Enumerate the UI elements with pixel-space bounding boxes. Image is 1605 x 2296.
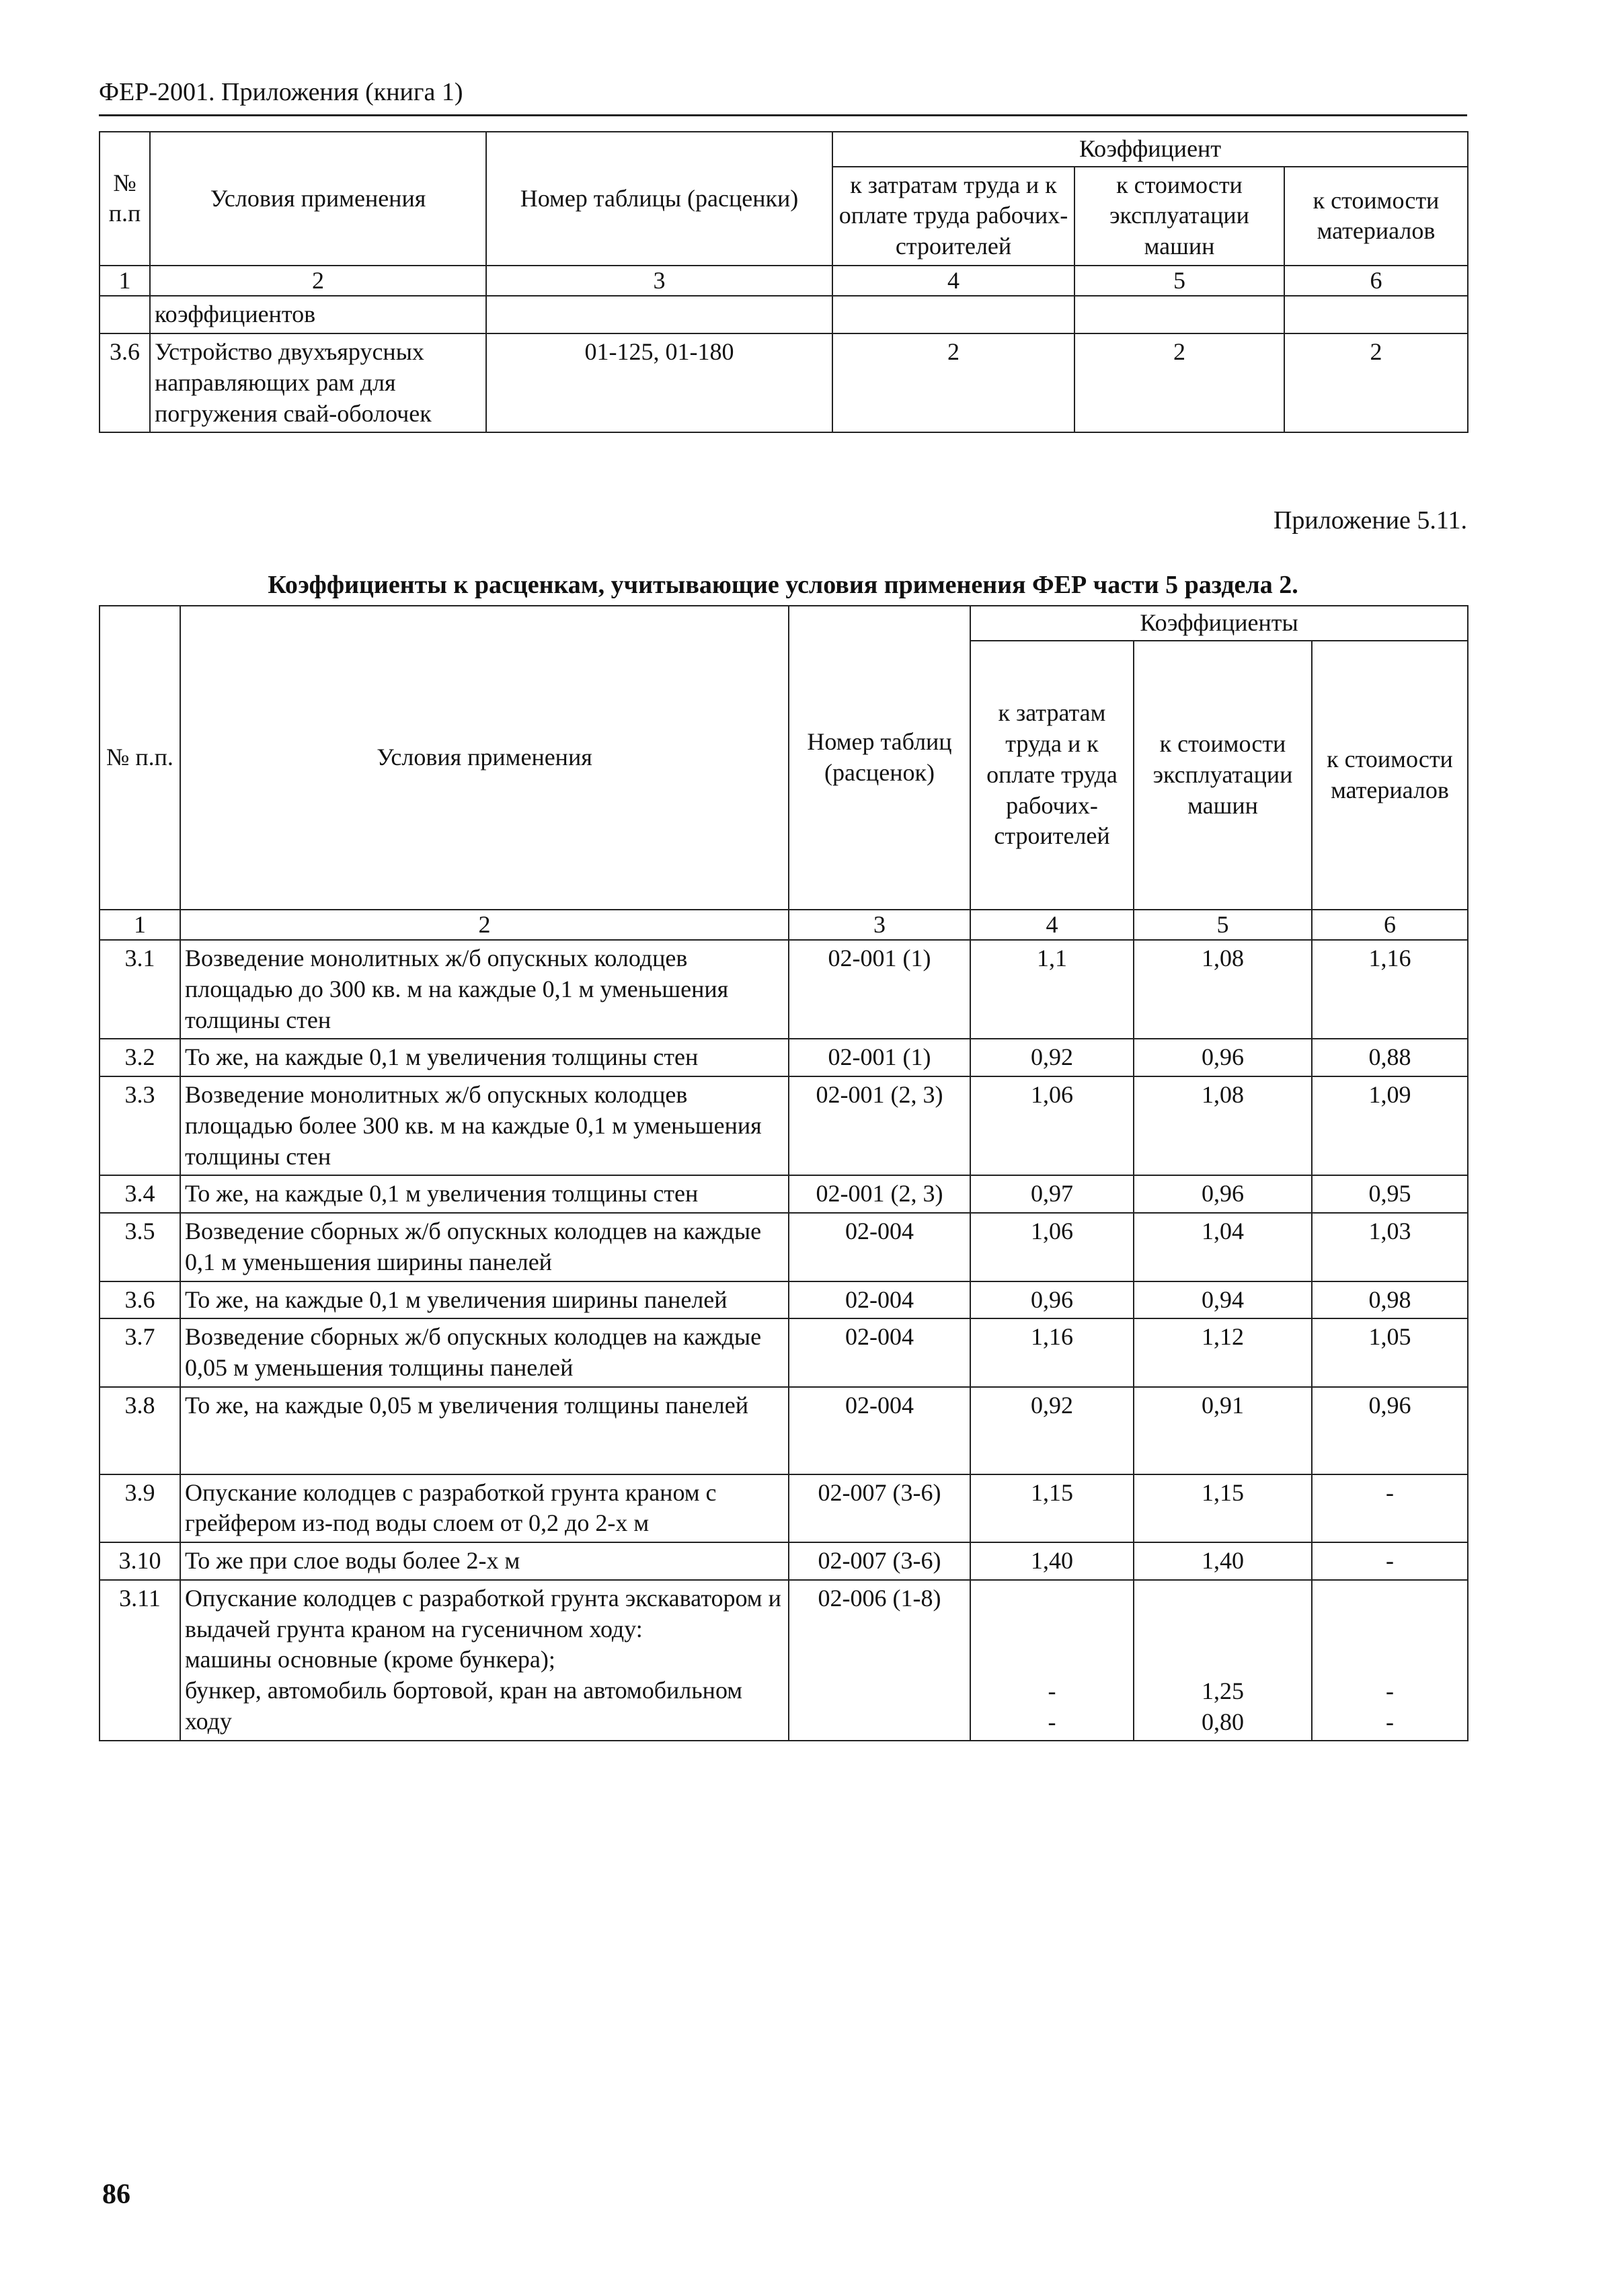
table-row — [100, 333, 1468, 432]
col-number: 5 — [1074, 266, 1284, 296]
row-conditions: коэффициентов — [150, 296, 486, 333]
row-materials: 1,09 — [1312, 1076, 1468, 1175]
column-number-row — [100, 910, 1468, 941]
row-table-number: 02-001 (2, 3) — [789, 1175, 970, 1213]
row-materials: 2 — [1284, 333, 1468, 432]
row-machines — [1074, 296, 1284, 333]
row-table-number: 02-001 (1) — [789, 940, 970, 1039]
row-conditions: Опускание колодцев с разработкой грунта краном с грейфером из-под воды слоем от 0,2 до 2-х м — [180, 1474, 789, 1542]
sub-item-machines: 1,25 — [1202, 1677, 1244, 1704]
row-labor — [832, 296, 1074, 333]
row-labor: 1,06 — [970, 1213, 1134, 1281]
row-num: 3.9 — [100, 1474, 180, 1542]
row-machines: 2 — [1074, 333, 1284, 432]
column-number-row — [100, 266, 1468, 296]
row-materials: 0,98 — [1312, 1281, 1468, 1319]
col-number: 5 — [1134, 910, 1312, 941]
col-number: 3 — [486, 266, 832, 296]
row-num — [100, 296, 150, 333]
row-materials: - — [1312, 1542, 1468, 1580]
row-machines: 1,15 — [1134, 1474, 1312, 1542]
row-machines: 0,91 — [1134, 1387, 1312, 1474]
row-num: 3.1 — [100, 940, 180, 1039]
row-labor: 0,92 — [970, 1039, 1134, 1076]
row-materials — [1284, 296, 1468, 333]
row-machines: 1,12 — [1134, 1318, 1312, 1386]
table-row — [100, 1318, 1468, 1386]
row-machines — [1134, 1580, 1312, 1741]
table-row — [100, 1580, 1468, 1741]
row-machines: 0,94 — [1134, 1281, 1312, 1319]
col-number: 4 — [970, 910, 1134, 941]
row-machines: 1,40 — [1134, 1542, 1312, 1580]
row-table-number: 01-125, 01-180 — [486, 333, 832, 432]
table-row — [100, 1474, 1468, 1542]
sub-item-materials: - — [1386, 1708, 1394, 1735]
row-num: 3.2 — [100, 1039, 180, 1076]
row-conditions: То же, на каждые 0,1 м увеличения толщины стен — [180, 1039, 789, 1076]
table-row — [100, 940, 1468, 1039]
row-labor: 1,16 — [970, 1318, 1134, 1386]
table-row — [100, 1076, 1468, 1175]
table-row — [100, 1213, 1468, 1281]
row-machines: 0,96 — [1134, 1175, 1312, 1213]
sub-item-materials: - — [1386, 1677, 1394, 1704]
col-number: 1 — [100, 910, 180, 941]
table-row — [100, 1542, 1468, 1580]
row-materials: - — [1312, 1474, 1468, 1542]
page-number: 86 — [102, 2179, 130, 2210]
col-num-header: № п.п — [100, 132, 150, 266]
row-labor: 0,92 — [970, 1387, 1134, 1474]
table-row — [100, 1281, 1468, 1319]
row-table-number — [486, 296, 832, 333]
row-num: 3.3 — [100, 1076, 180, 1175]
row-conditions: То же, на каждые 0,1 м увеличения толщины стен — [180, 1175, 789, 1213]
row-conditions: Устройство двухъярусных направляющих рам для погружения свай-оболочек — [150, 333, 486, 432]
col-conditions-header: Условия применения — [150, 132, 486, 266]
col-number: 2 — [150, 266, 486, 296]
col-machines-header: к стоимости эксплуатации машин — [1074, 167, 1284, 266]
col-machines-header: к стоимости эксплуатации машин — [1134, 641, 1312, 910]
col-num-header: № п.п. — [100, 606, 180, 910]
row-materials: 1,05 — [1312, 1318, 1468, 1386]
row-table-number: 02-004 — [789, 1281, 970, 1319]
coefficients-table — [99, 605, 1469, 1741]
row-table-number: 02-007 (3-6) — [789, 1474, 970, 1542]
row-conditions: Возведение сборных ж/б опускных колодцев на каждые 0,1 м уменьшения ширины панелей — [180, 1213, 789, 1281]
coefficient-group-header: Коэффициент — [832, 132, 1468, 167]
row-labor: 1,15 — [970, 1474, 1134, 1542]
col-materials-header: к стоимости материалов — [1284, 167, 1468, 266]
col-materials-header: к стоимости материалов — [1312, 641, 1468, 910]
row-table-number: 02-004 — [789, 1213, 970, 1281]
row-conditions: То же при слое воды более 2-х м — [180, 1542, 789, 1580]
table-row — [100, 296, 1468, 333]
row-labor: 1,40 — [970, 1542, 1134, 1580]
table-row — [100, 1039, 1468, 1076]
row-num: 3.7 — [100, 1318, 180, 1386]
row-labor: 1,1 — [970, 940, 1134, 1039]
row-table-number: 02-001 (1) — [789, 1039, 970, 1076]
col-table-number-header: Номер таблицы (расценки) — [486, 132, 832, 266]
row-machines: 0,96 — [1134, 1039, 1312, 1076]
sub-item-machines: 0,80 — [1202, 1708, 1244, 1735]
row-labor: 0,97 — [970, 1175, 1134, 1213]
col-table-number-header: Номер таблиц (расценок) — [789, 606, 970, 910]
col-number: 6 — [1284, 266, 1468, 296]
row-materials: 0,96 — [1312, 1387, 1468, 1474]
sub-item-labor: - — [1048, 1708, 1056, 1735]
row-materials: 1,03 — [1312, 1213, 1468, 1281]
row-conditions: Возведение сборных ж/б опускных колодцев на каждые 0,05 м уменьшения толщины панелей — [180, 1318, 789, 1386]
col-labor-header: к затратам труда и к оплате труда рабочих-строителей — [832, 167, 1074, 266]
row-materials: 0,88 — [1312, 1039, 1468, 1076]
row-num: 3.4 — [100, 1175, 180, 1213]
row-table-number: 02-004 — [789, 1387, 970, 1474]
running-header: ФЕР-2001. Приложения (книга 1) — [99, 79, 1467, 116]
row-table-number: 02-004 — [789, 1318, 970, 1386]
row-num: 3.6 — [100, 333, 150, 432]
table-title: Коэффициенты к расценкам, учитывающие условия применения ФЕР части 5 раздела 2. — [268, 571, 1298, 599]
row-conditions: Возведение монолитных ж/б опускных колодцев площадью до 300 кв. м на каждые 0,1 м уменьшения толщины стен — [180, 940, 789, 1039]
row-materials: 0,95 — [1312, 1175, 1468, 1213]
table-continuation — [99, 131, 1469, 433]
appendix-label: Приложение 5.11. — [1273, 506, 1467, 535]
sub-item-labor: - — [1048, 1677, 1056, 1704]
row-conditions: Возведение монолитных ж/б опускных колодцев площадью более 300 кв. м на каждые 0,1 м уменьшения толщины стен — [180, 1076, 789, 1175]
row-num: 3.6 — [100, 1281, 180, 1319]
col-conditions-header: Условия применения — [180, 606, 789, 910]
table-row — [100, 1387, 1468, 1474]
col-labor-header: к затратам труда и к оплате труда рабочих-строителей — [970, 641, 1134, 910]
sub-item-label: машины основные (кроме бункера); — [185, 1646, 555, 1673]
row-conditions: То же, на каждые 0,05 м увеличения толщины панелей — [180, 1387, 789, 1474]
row-num: 3.8 — [100, 1387, 180, 1474]
row-conditions-intro: Опускание колодцев с разработкой грунта экскаватором и выдачей грунта краном на гусеничном ходу: — [185, 1584, 781, 1642]
row-table-number: 02-007 (3-6) — [789, 1542, 970, 1580]
row-labor: 0,96 — [970, 1281, 1134, 1319]
row-materials: 1,16 — [1312, 940, 1468, 1039]
row-machines: 1,04 — [1134, 1213, 1312, 1281]
row-machines: 1,08 — [1134, 1076, 1312, 1175]
col-number: 1 — [100, 266, 150, 296]
row-materials — [1312, 1580, 1468, 1741]
coefficient-group-header: Коэффициенты — [970, 606, 1468, 641]
sub-item-label: бункер, автомобиль бортовой, кран на автомобильном ходу — [185, 1676, 743, 1735]
row-num: 3.10 — [100, 1542, 180, 1580]
row-labor: 1,06 — [970, 1076, 1134, 1175]
table-row — [100, 1175, 1468, 1213]
row-labor: 2 — [832, 333, 1074, 432]
col-number: 3 — [789, 910, 970, 941]
col-number: 6 — [1312, 910, 1468, 941]
row-conditions — [180, 1580, 789, 1741]
row-num: 3.5 — [100, 1213, 180, 1281]
col-number: 4 — [832, 266, 1074, 296]
row-table-number: 02-006 (1-8) — [789, 1580, 970, 1741]
row-machines: 1,08 — [1134, 940, 1312, 1039]
row-num: 3.11 — [100, 1580, 180, 1741]
row-table-number: 02-001 (2, 3) — [789, 1076, 970, 1175]
row-labor — [970, 1580, 1134, 1741]
col-number: 2 — [180, 910, 789, 941]
row-conditions: То же, на каждые 0,1 м увеличения ширины панелей — [180, 1281, 789, 1319]
